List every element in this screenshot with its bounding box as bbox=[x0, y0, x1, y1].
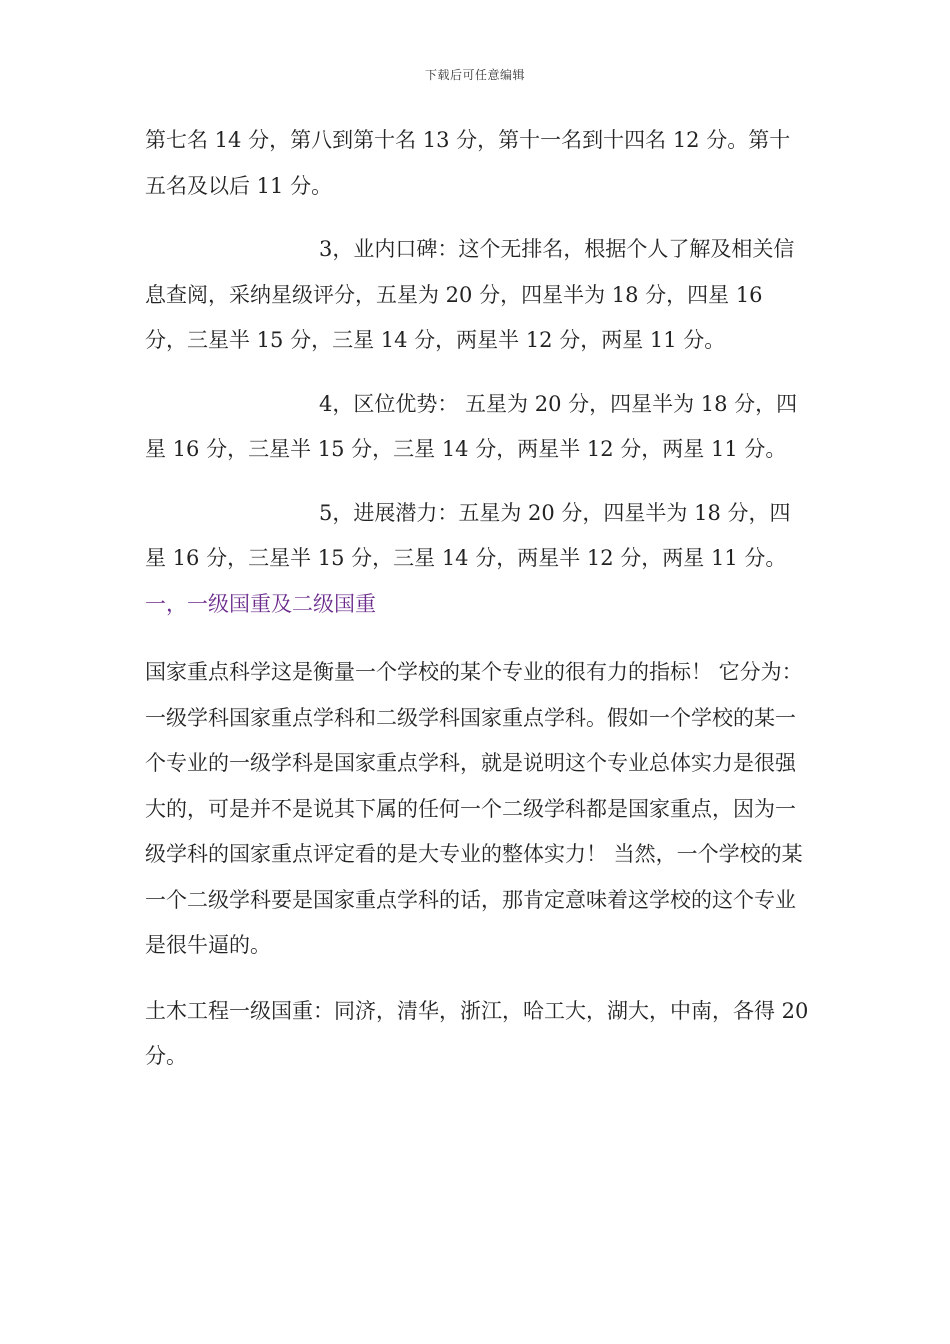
section-heading: 一，一级国重及二级国重 bbox=[145, 591, 376, 616]
paragraph-civil-engineering: 土木工程一级国重：同济，清华，浙江，哈工大，湖大，中南，各得 20 分。 bbox=[145, 998, 809, 1068]
paragraph-ranking-scores: 第七名 14 分，第八到第十名 13 分，第十一名到十四名 12 分。第十五名及以后 11 分。 bbox=[145, 128, 791, 198]
paragraph-location: 4，区位优势： 五星为 20 分，四星半为 18 分，四星 16 分，三星半 15 分，三星 14 分，两星半 12 分，两星 11 分。 bbox=[145, 391, 798, 461]
paragraph-key-disciplines: 国家重点科学这是衡量一个学校的某个专业的很有力的指标！ 它分为：一级学科国家重点学科和二级学科国家重点学科。假如一个学校的某一个专业的一级学科是国家重点学科，就是说明这个专业总体实力是很强大的，可是并不是说其下属的任何一个二级学科都是国家重点，因为一级学科的国家重点评定看的是大专业的整体实力！ 当然，一个学校的某一个二级学科要是国家重点学科的话，那肯定意味着这学校的这个专业是很牛逼的。 bbox=[145, 660, 803, 957]
document-body bbox=[145, 118, 810, 1080]
paragraph-reputation: 3，业内口碑：这个无排名，根据个人了解及相关信息查阅，采纳星级评分，五星为 20 分，四星半为 18 分，四星 16 分，三星半 15 分，三星 14 分，两星半 12 分，两星 11 分。 bbox=[145, 237, 795, 352]
page-header: 下载后可任意编辑 bbox=[424, 68, 525, 82]
paragraph-potential: 5，进展潜力：五星为 20 分，四星半为 18 分，四星 16 分，三星半 15 分，三星 14 分，两星半 12 分，两星 11 分。 bbox=[145, 500, 791, 570]
